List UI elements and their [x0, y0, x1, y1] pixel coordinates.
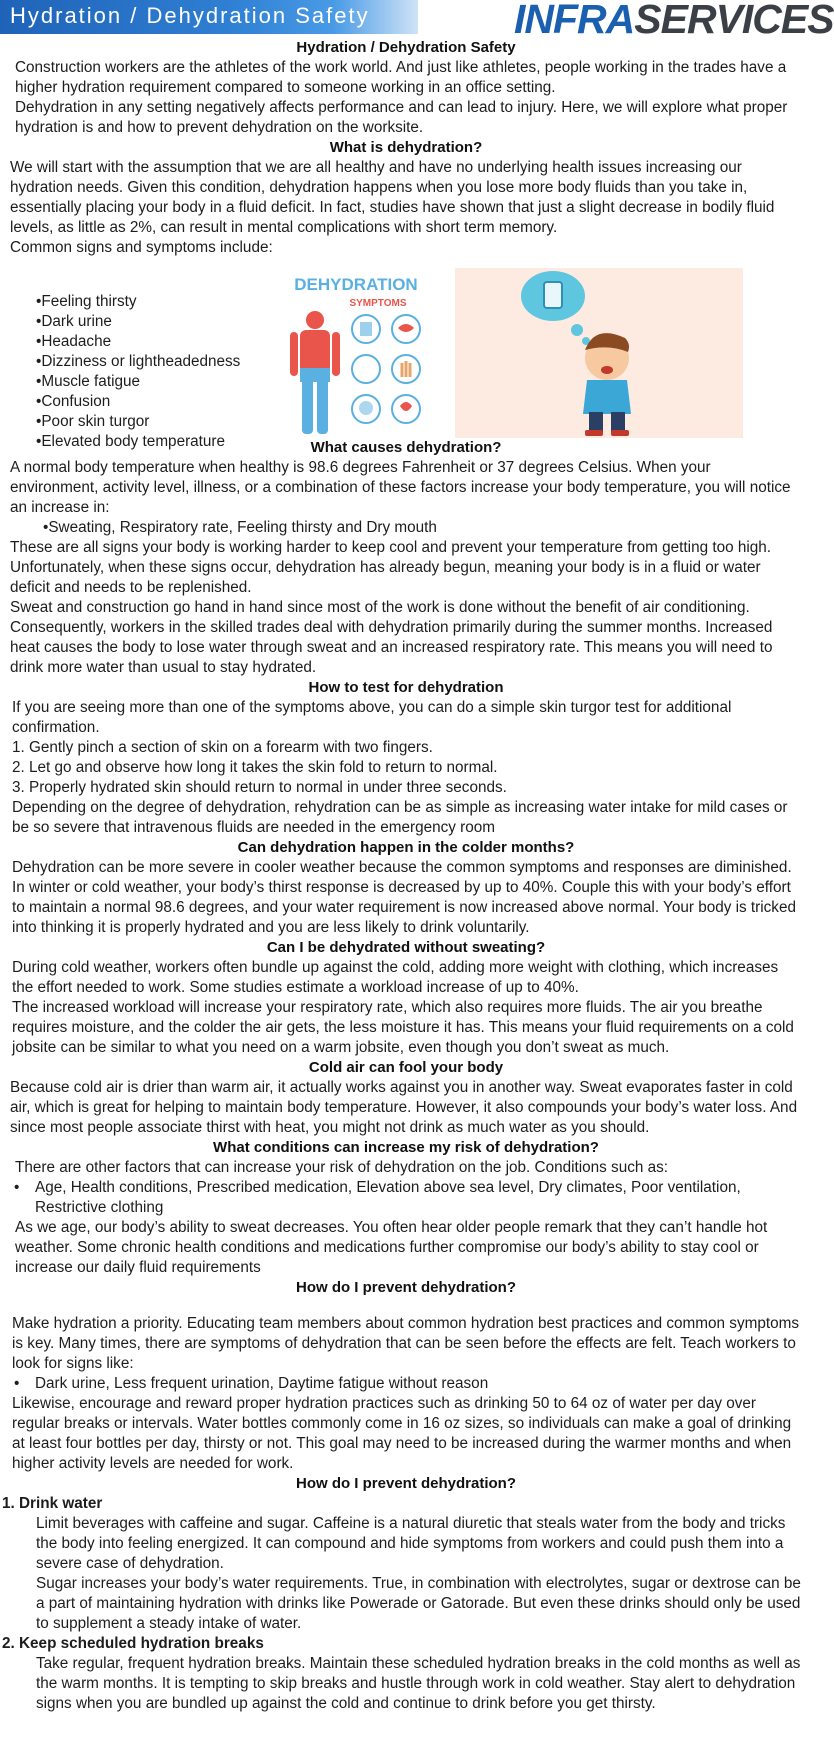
symptoms-list [36, 292, 240, 452]
paragraph: These are all signs your body is working harder to keep cool and prevent your temperature from getting too high. Unfortunately, when these signs occur, dehydration has already begun, meaning your body is in a fluid or water deficit and needs to be replenished. [10, 539, 772, 596]
paragraph: Limit beverages with caffeine and sugar. Caffeine is a natural diuretic that steals water from the body and tricks the body into feeling energized. It can compound and hide symptoms from workers and could push them into a severe case of dehydration. [36, 1515, 786, 1572]
bullet-text: Age, Health conditions, Prescribed medication, Elevation above sea level, Dry climates, Poor ventilation, Restrictive clothing [35, 1179, 741, 1216]
body-figure-icon [290, 311, 340, 434]
paragraph: There are other factors that can increase your risk of dehydration on the job. Conditions such as: [15, 1159, 669, 1176]
header-banner [0, 0, 834, 42]
paragraph: Depending on the degree of dehydration, rehydration can be as simple as increasing water intake for mild cases or be so severe that intravenous fluids are needed in the emergency room [12, 799, 788, 836]
list-item: •Confusion [36, 393, 111, 410]
section-heading: How to test for dehydration [308, 679, 504, 696]
list-item: •Poor skin turgor [36, 413, 150, 430]
section-heading: What is dehydration? [329, 139, 483, 156]
logo-services: SERVICES [634, 0, 834, 42]
section-heading: Cold air can fool your body [308, 1059, 504, 1076]
list-item: •Feeling thirsty [36, 293, 137, 310]
illustration-subtitle: SYMPTOMS [349, 298, 407, 309]
paragraph: If you are seeing more than one of the symptoms above, you can do a simple skin turgor test for additional confirmation. [12, 699, 732, 736]
paragraph: Make hydration a priority. Educating team members about common hydration best practices and common symptoms is key. Many times, there are symptoms of dehydration that can be seen before the effects are felt. Teach workers to look for signs like: [12, 1315, 800, 1372]
logo-infra: INFRA [514, 0, 635, 42]
paragraph: As we age, our body’s ability to sweat decreases. You often hear older people remark that they can’t handle hot weather. Some chronic health conditions and medications further compromise our body’s ability to stay cool or increase our daily fluid requirements [15, 1219, 768, 1276]
section-heading: How do I prevent dehydration? [295, 1279, 516, 1296]
section-heading: How do I prevent dehydration? [295, 1475, 516, 1492]
infraservices-logo [514, 0, 834, 43]
paragraph: Sweat and construction go hand in hand since most of the work is done without the benefit of air conditioning. Consequently, workers in the skilled trades deal with dehydration primarily during the summer months. Increased heat causes the body to lose water through sweat and an increased respiratory rate. This means you will need to drink more water than usual to stay hydrated. [10, 599, 773, 676]
intro-paragraph: Construction workers are the athletes of the work world. And just like athletes, people working in the trades have a higher hydration requirement compared to someone working in an office setting. [15, 59, 787, 96]
water-glass-icon [544, 282, 562, 308]
step-item: 2. Let go and observe how long it takes the skin fold to return to normal. [12, 759, 498, 776]
paragraph: Take regular, frequent hydration breaks. Maintain these scheduled hydration breaks in the cold months as well as the warm months. It is tempting to skip breaks and hustle through work in cold weather. Stay alert to dehydration signs when you are bundled up against the cold and continue to drink before you get thirsty. [36, 1655, 801, 1712]
paragraph: The increased workload will increase your respiratory rate, which also requires more fluids. The air you breathe requires moisture, and the colder the air gets, the less moisture it has. This means your fluid requirements on a cold jobsite can be similar to what you need on a warm jobsite, even though you don’t sweat as much. [12, 999, 794, 1056]
section-heading: Can I be dehydrated without sweating? [266, 939, 546, 956]
section-heading: What conditions can increase my risk of dehydration? [213, 1139, 599, 1156]
paragraph: Dehydration can be more severe in cooler weather because the common symptoms and responses are diminished. In winter or cold weather, your body’s thirst response is decreased by up to 40%. Couple this with your body’s effort to maintain a normal 98.6 degrees, and your water requirement is now increased above normal. Your body is tricked into thinking it is properly hydrated and you are less likely to drink voluntarily. [12, 859, 796, 936]
thirsty-boy-illustration [455, 268, 743, 438]
bullet-item [0, 1374, 812, 1394]
bullet-item [0, 1178, 812, 1218]
banner-title: Hydration / Dehydration Safety [10, 3, 370, 28]
paragraph: We will start with the assumption that we are all healthy and have no underlying health issues increasing our hydration needs. Given this condition, dehydration happens when you lose more body fluids than you take in, essentially placing your body in a fluid deficit. In fact, studies have shown that just a slight decrease in bodily fluid levels, as little as 2%, can result in mental complications with short term memory. [10, 159, 775, 236]
paragraph: During cold weather, workers often bundle up against the cold, adding more weight with clothing, which increases the effort needed to work. Some studies estimate a workload increase of up to 40%. [12, 959, 779, 996]
list-item: •Elevated body temperature [36, 433, 226, 450]
bullet-text: Dark urine, Less frequent urination, Daytime fatigue without reason [35, 1375, 489, 1392]
page-title: Hydration / Dehydration Safety [296, 39, 516, 56]
list-item: •Muscle fatigue [36, 373, 140, 390]
section-heading: Can dehydration happen in the colder months? [237, 839, 575, 856]
intro-paragraph: Dehydration in any setting negatively affects performance and can lead to injury. Here, we will explore what proper hydration is and how to prevent dehydration on the worksite. [15, 99, 788, 136]
paragraph: Sugar increases your body’s water requirements. True, in combination with electrolytes, sugar or dextrose can be a part of maintaining hydration with drinks like Powerade or Gatorade. But even these drinks should only be used to supplement a steady intake of water. [36, 1575, 801, 1632]
list-item: •Headache [36, 333, 112, 350]
paragraph: Because cold air is drier than warm air, it actually works against you in another way. Sweat evaporates faster in cold air, which is great for helping to maintain body temperature. However, it also compounds your body’s water loss. And since most people associate thirst with heat, you might not drink as much water as you should. [10, 1079, 798, 1136]
numbered-heading: 1. Drink water [2, 1495, 103, 1512]
bullet-icon: • [14, 1179, 20, 1196]
illustration-title: DEHYDRATION [294, 275, 418, 294]
numbered-heading: 2. Keep scheduled hydration breaks [2, 1635, 264, 1652]
paragraph: Likewise, encourage and reward proper hydration practices such as drinking 50 to 64 oz of water per day over regular breaks or intervals. Water bottles commonly come in 16 oz sizes, so individuals can make a goal of drinking at least four bottles per day, thirsty or not. This goal may need to be increased during the warmer months and when higher activity levels are needed for work. [12, 1395, 792, 1472]
bullet-icon: • [14, 1375, 20, 1392]
bullet-item: •Sweating, Respiratory rate, Feeling thirsty and Dry mouth [43, 519, 437, 536]
urine-icon [352, 355, 380, 383]
paragraph: Common signs and symptoms include: [10, 239, 273, 256]
paragraph: A normal body temperature when healthy is 98.6 degrees Fahrenheit or 37 degrees Celsius. When your environment, activity level, illness, or a combination of these factors increase your body temperature, you will notice an increase in: [10, 459, 791, 516]
section-heading: What causes dehydration? [310, 439, 502, 456]
list-item: •Dizziness or lightheadedness [36, 353, 241, 370]
step-item: 1. Gently pinch a section of skin on a forearm with two fingers. [12, 739, 433, 756]
list-item: •Dark urine [36, 313, 112, 330]
dehydration-symptoms-illustration [278, 268, 435, 438]
document-body [0, 38, 812, 1714]
step-item: 3. Properly hydrated skin should return to normal in under three seconds. [12, 779, 507, 796]
